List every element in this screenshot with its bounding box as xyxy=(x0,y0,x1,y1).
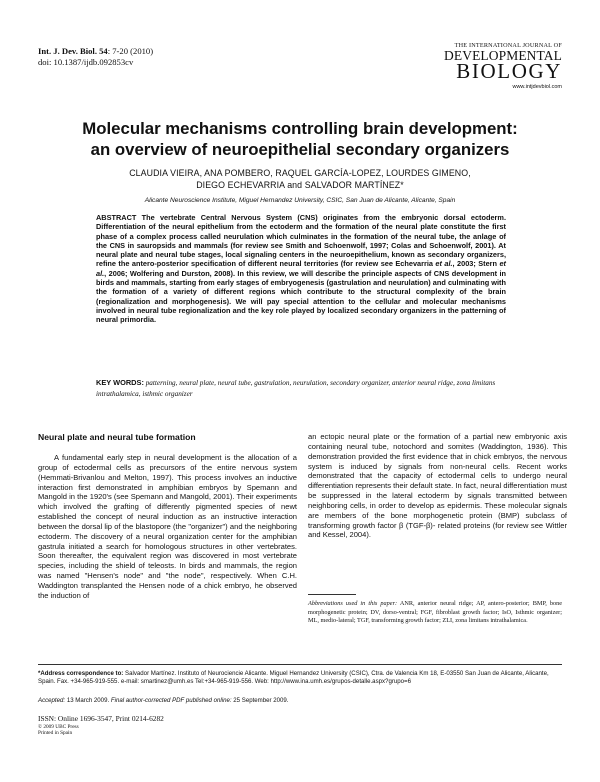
title-line-1: Molecular mechanisms controlling brain development: xyxy=(82,119,518,138)
body-column-left xyxy=(38,432,297,601)
journal-logo xyxy=(444,42,562,91)
abbreviations-text: ANR, anterior neural ridge; AP, antero-posterior; BMP, bone morphogenetic protein; DV, dorso-ventral; FGF, fibroblast growth factor; IsO, Isthmic organizer; ML, medio-lateral; TGF, transforming growth factor; ZLI, zona limitans intrathalamica. xyxy=(308,600,563,624)
footnote-divider xyxy=(38,664,562,665)
correspondence-label: *Address correspondence to: xyxy=(38,670,124,677)
correspondence-note xyxy=(38,670,562,686)
copyright: © 2009 UBC Press xyxy=(38,724,79,730)
correspondence-text: Salvador Martínez. Instituto of Neurociencie Alicante. Miguel Hernandez University (CSIC), Ctra. de Valencia Km 18, E-03550 San Juan de Alicante, Alicante, Spain. Fax. +34-965-919-555. e-mail: smartinez@umh.es Tel:+34-965-919-556. Web: http://www.ina.umh.es/grupos-detalle.aspx?grupo=6 xyxy=(38,670,549,686)
printed-in: Printed in Spain xyxy=(38,730,73,737)
authors-line-1: CLAUDIA VIEIRA, ANA POMBERO, RAQUEL GARCÍA-LOPEZ, LOURDES GIMENO, xyxy=(129,168,471,178)
abbreviations-divider xyxy=(308,594,356,595)
page-range: : 7-20 (2010) xyxy=(107,46,154,56)
keywords xyxy=(96,378,506,399)
logo-line-1: THE INTERNATIONAL JOURNAL OF xyxy=(454,42,562,49)
doi[interactable]: doi: 10.1387/ijdb.092853cv xyxy=(38,57,134,67)
copyright-block xyxy=(38,724,79,737)
online-date: 25 September 2009. xyxy=(233,697,289,704)
logo-line-2: DEVELOPMENTAL xyxy=(444,48,562,63)
accepted-label: Accepted: xyxy=(38,697,66,704)
authors-line-2: DIEGO ECHEVARRIA and SALVADOR MARTÍNEZ* xyxy=(196,179,404,190)
author-list xyxy=(60,168,540,191)
body-paragraph-2: an ectopic neural plate or the formation of a partial new embryonic axis containing neural tube, notochord and somites (Waddington, 1936). This demonstration provided the first evidence that in chick embryos, the nervous system is induced by signals from non-neural cells. Recent works demonstrated that the capacity of ectodermal cells to undergo neural differentiation represents their default state. In fact, neural differentiation must be suppressed in the lateral ectoderm by signals transmitted between neighboring cells, in order to develop as epidermis. These molecular signals are members of the bone morphogenetic protein (BMP) subclass of transforming growth factor β (TGF-β)- related proteins (for review see Wittler and Kessel, 2004). xyxy=(308,432,567,540)
journal-url[interactable]: www.intjdevbiol.com xyxy=(512,84,562,90)
abstract-label: ABSTRACT xyxy=(96,213,137,222)
abbreviations-note xyxy=(308,600,562,626)
logo-line-3: BIOLOGY xyxy=(456,59,562,83)
abstract-etal-2: et al. xyxy=(96,259,506,278)
abstract-text-3: , 2006; Wolfering and Durston, 2008). In this review, we will describe the principle aspects of CNS development in birds and mammals, starting from early stages of embryogenesis (gastrulation and neurulation) and culminating with the formation of a variety of different regions which contribute to the structural complexity of the brain (regionalization and morphogenesis). We will pay special attention to the cellular and molecular mechanisms involved in neural tube regionalization and the key role played by localized secondary organizers in the patterning of neural primordia. xyxy=(96,268,506,325)
publication-dates xyxy=(38,697,562,705)
abstract xyxy=(96,213,506,325)
title-line-2: an overview of neuroepithelial secondary organizers xyxy=(90,140,510,159)
affiliation: Alicante Neuroscience Institute, Miguel Hernandez University, CSIC, San Juan de Alicante, Alicante, Spain xyxy=(144,197,456,204)
journal-abbrev: Int. J. Dev. Biol. xyxy=(38,46,97,56)
abstract-etal-1: et al. xyxy=(435,259,453,269)
citation-line xyxy=(38,46,153,57)
accepted-date: 13 March 2009. xyxy=(66,697,110,704)
section-heading: Neural plate and neural tube formation xyxy=(38,432,196,442)
online-label: Final author-corrected PDF published online: xyxy=(110,697,232,704)
abstract-text-2: , 2003; Stern xyxy=(452,259,498,269)
abstract-text-1: The vertebrate Central Nervous System (CNS) originates from the embryonic dorsal ectoderm. Differentiation of the neural epithelium from the ectoderm and the formation of the neural plate constitute the first phase of a complex process called neurulation which culminates in the formation of the neural tube, the anlage of the CNS in sauropsids and mammals (for review see Smith and Schoenwolf, 1997; Colas and Schoenwolf, 2001). At neural plate and neural tube stages, local signaling centers in the neuroepithelium, known as secondary organizers, refine the antero-posterior specification of different neural territories (for review see Echevarria xyxy=(96,213,506,269)
article-title xyxy=(30,118,570,160)
issn: ISSN: Online 1696-3547, Print 0214-6282 xyxy=(38,714,164,723)
abbreviations-label: Abbreviations used in this paper: xyxy=(308,600,398,607)
journal-citation xyxy=(38,46,153,68)
body-column-right xyxy=(308,432,567,540)
keywords-label: KEY WORDS: xyxy=(96,378,144,387)
keywords-list: patterning, neural plate, neural tube, gastrulation, neurulation, secondary organizer, anterior neural ridge, zona limitans intrathalamica, isthmic organizer xyxy=(96,379,496,398)
body-paragraph-1: A fundamental early step in neural development is the allocation of a group of ectodermal cells as precursors of the entire nervous system (Hemmati-Brivanlou and Melton, 1997). This process involves an inductive interaction first demonstrated in amphibian embryos by Spemann and Mangold in the 1920's (see Spemann and Mangold, 2001). Their experiments which involved the grafting of differently pigmented species of newt established the concept of neural induction as an instructive interaction between the dorsal lip of the blastopore (the "organizer") and the neighboring ectoderm. The discovery of a neural organization center for the amphibian gastrula initiated a search for homologous structures in other vertebrates. Soon thereafter, the equivalent region was discovered in most vertebrate species, including the shield of teleosts. In birds and mammals, the region was named "Hensen's node" and "the node", respectively. When C.H. Waddington transplanted the Hensen node of a chick embryo, he observed the induction of xyxy=(38,453,297,600)
volume-number: 54 xyxy=(99,46,108,56)
